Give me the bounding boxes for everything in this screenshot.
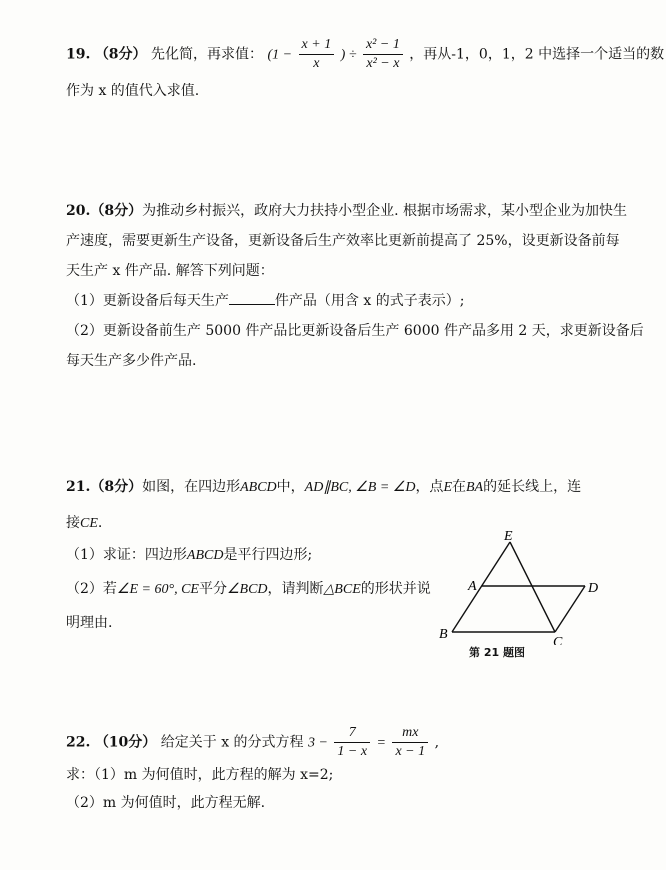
q22-frac1-denominator: 1 − x xyxy=(337,744,368,759)
q20-stem-2: 产速度，需要更新生产设备，更新设备后生产效率比更新前提高了 25%，设更新设备前每 xyxy=(66,233,620,249)
q20-part1-text-b: 件产品（用含 x 的式子表示）; xyxy=(274,293,465,309)
q21-text: ，点 xyxy=(415,479,444,495)
q21-math: ∠E = 60°, CE xyxy=(116,582,199,597)
q19-frac2-numerator: x² − 1 xyxy=(363,36,403,55)
q19-line1 xyxy=(66,36,664,73)
q21-math: ∠BCD xyxy=(226,582,268,597)
q21-line1 xyxy=(66,476,581,496)
q21-part2 xyxy=(66,578,431,598)
q21-text: （2）若 xyxy=(66,581,117,597)
q19-tail: ，再从-1，0，1，2 中选择一个适当的数 xyxy=(409,46,665,63)
q22-expr-end: , xyxy=(434,734,440,751)
label-e: E xyxy=(504,530,513,544)
q22-frac1-numerator: 7 xyxy=(334,724,370,743)
segment-ce xyxy=(510,542,555,632)
label-a: A xyxy=(468,579,477,594)
q22-lead: 给定关于 x 的分式方程 xyxy=(160,734,304,751)
q19-fraction-2 xyxy=(363,36,403,73)
label-d: D xyxy=(588,581,599,596)
q21-text: 如图，在四边形 xyxy=(142,479,241,495)
q19-lead: 先化简，再求值： xyxy=(151,46,264,63)
answer-blank xyxy=(229,290,275,305)
q19-number: 19. xyxy=(66,46,91,63)
q21-math: ABCD xyxy=(186,548,224,563)
q20-number: 20. xyxy=(66,203,91,219)
q21-part2-line2: 明理由. xyxy=(66,615,113,631)
q21-text: 中， xyxy=(276,479,305,495)
q22-points: （10分） xyxy=(94,734,157,751)
q20-part1 xyxy=(66,290,464,310)
q19-expr-close: ) ÷ xyxy=(340,47,357,63)
q21-text: 平分 xyxy=(198,581,227,597)
q21-math: CE xyxy=(80,516,98,531)
q21-math: E xyxy=(443,480,452,495)
q20-part2-line2: 每天生产多少件产品. xyxy=(66,353,197,369)
q21-math: ABCD xyxy=(240,480,277,495)
q21-math: AD∥BC, ∠B = ∠D xyxy=(304,480,416,495)
q20-line1 xyxy=(66,200,627,220)
q20-points: （8分） xyxy=(90,203,143,219)
q19-points: （8分） xyxy=(94,46,147,63)
q19-frac2-denominator: x² − x xyxy=(366,56,400,71)
q19-expr-open: (1 − xyxy=(267,47,293,63)
q21-text: . xyxy=(97,515,103,531)
q22-frac2-numerator: mx xyxy=(392,724,428,743)
q19-line2: 作为 x 的值代入求值. xyxy=(66,83,200,99)
q20-stem-1: 为推动乡村振兴，政府大力扶持小型企业. 根据市场需求，某小型企业为加快生 xyxy=(142,203,628,219)
q20-part1-text-a: （1）更新设备后每天生产 xyxy=(66,293,229,309)
q22-line1 xyxy=(66,724,439,761)
q21-text: 的延长线上，连 xyxy=(483,479,582,495)
q21-text: ，请判断 xyxy=(267,581,324,597)
segment-be xyxy=(452,542,510,632)
q21-points: （8分） xyxy=(90,479,143,495)
figure-caption: 第 21 题图 xyxy=(469,646,525,659)
q20-stem-3: 天生产 x 件产品. 解答下列问题： xyxy=(66,263,274,279)
q22-fraction-1 xyxy=(334,724,370,761)
segment-cd xyxy=(555,586,585,632)
q19-frac1-numerator: x + 1 xyxy=(299,36,335,55)
q21-math: △BCE xyxy=(323,582,361,597)
q21-text: 的形状并说 xyxy=(360,581,431,597)
q20-part2-line1: （2）更新设备前生产 5000 件产品比更新设备后生产 6000 件产品多用 2 天，求更新设备后 xyxy=(66,323,644,339)
q19-fraction-1 xyxy=(299,36,335,73)
q22-frac2-denominator: x − 1 xyxy=(395,744,426,759)
label-c: C xyxy=(553,635,563,645)
q21-text: 在 xyxy=(452,479,466,495)
q22-expr-eq: = xyxy=(376,735,386,751)
label-b: B xyxy=(439,627,448,642)
q21-text: （1）求证：四边形 xyxy=(66,547,187,563)
q21-line2 xyxy=(66,512,102,532)
q21-number: 21. xyxy=(66,479,91,495)
q22-number: 22. xyxy=(66,734,91,751)
q21-part1 xyxy=(66,544,312,564)
q22-expr-a: 3 − xyxy=(308,735,328,751)
q22-part1: 求：（1）m 为何值时，此方程的解为 x=2; xyxy=(66,767,334,783)
q22-fraction-2 xyxy=(392,724,428,761)
q21-math: BA xyxy=(466,480,484,495)
q21-text: 接 xyxy=(66,515,80,531)
q19-frac1-denominator: x xyxy=(313,56,320,71)
q21-geometry-figure xyxy=(430,530,610,645)
q21-text: 是平行四边形; xyxy=(223,547,313,563)
q22-part2: （2）m 为何值时，此方程无解. xyxy=(66,795,266,811)
